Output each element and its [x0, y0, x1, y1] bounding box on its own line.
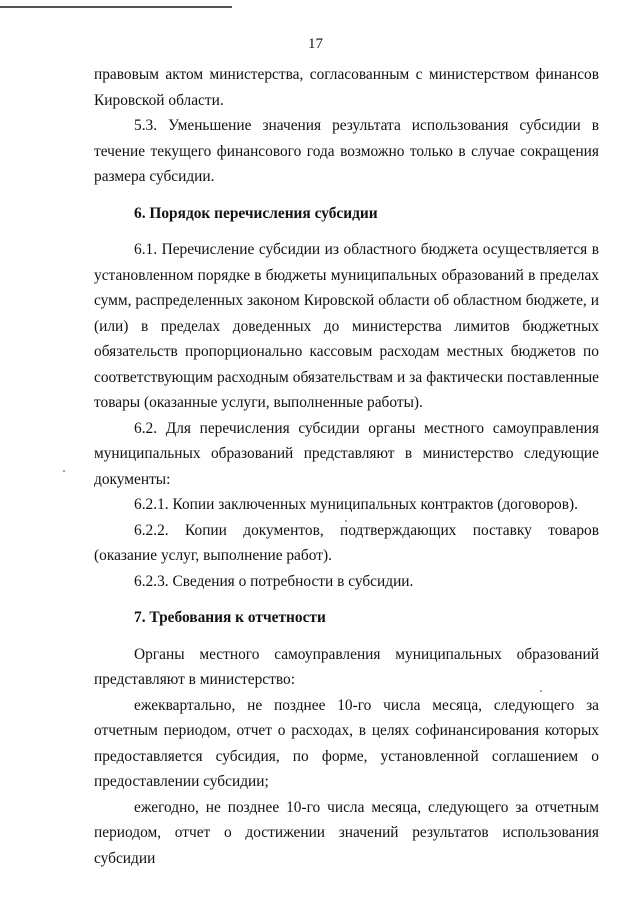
scan-speck — [63, 470, 65, 472]
paragraph-7-quarterly: ежеквартально, не позднее 10-го числа месяца, следующего за отчетным периодом, отчет о расходах, в целях софинансирования которых предоставляется субсидия, по форме, установленной соглашением о предоставлении субсидии; — [94, 696, 599, 790]
paragraph-6-2-3: 6.2.3. Сведения о потребности в субсидии. — [134, 572, 414, 590]
paragraph-6-1: 6.1. Перечисление субсидии из областного бюджета осуществляется в установленном порядке в бюджеты муниципальных образований в пределах сумм, распределенных законом Кировской области об областном бюджете, и (или) в пределах доведенных до министерства лимитов бюджетных обязательств пропорционально кассовым расходам местных бюджетов по соответствующим расходным обязательствам и за фактически поставленные товары (оказанные услуги, выполненные работы). — [94, 241, 599, 411]
paragraph-6-2-2: 6.2.2. Копии документов, подтверждающих поставку товаров (оказание услуг, выполнение работ). — [94, 521, 599, 564]
section-heading-6: 6. Порядок перечисления субсидии — [134, 204, 378, 222]
paragraph-5-3: 5.3. Уменьшение значения результата использования субсидии в течение текущего финансового года возможно только в случае сокращения размера субсидии. — [94, 117, 599, 185]
section-heading-7: 7. Требования к отчетности — [134, 609, 326, 626]
page-number: 17 — [308, 36, 323, 52]
paragraph: правовым актом министерства, согласованным с министерством финансов Кировской области. — [94, 66, 599, 109]
scan-edge-line — [0, 6, 232, 8]
paragraph-6-2: 6.2. Для перечисления субсидии органы местного самоуправления муниципальных образований представляют в министерство следующие документы: — [94, 419, 599, 488]
paragraph-7-annual: ежегодно, не позднее 10-го числа месяца, следующего за отчетным периодом, отчет о достижении значений результатов использования субсидии — [94, 798, 599, 867]
document-body — [94, 62, 599, 871]
paragraph-6-2-1: 6.2.1. Копии заключенных муниципальных контрактов (договоров). — [134, 496, 578, 513]
paragraph-7-intro: Органы местного самоуправления муниципальных образований представляют в министерство: — [94, 645, 599, 688]
